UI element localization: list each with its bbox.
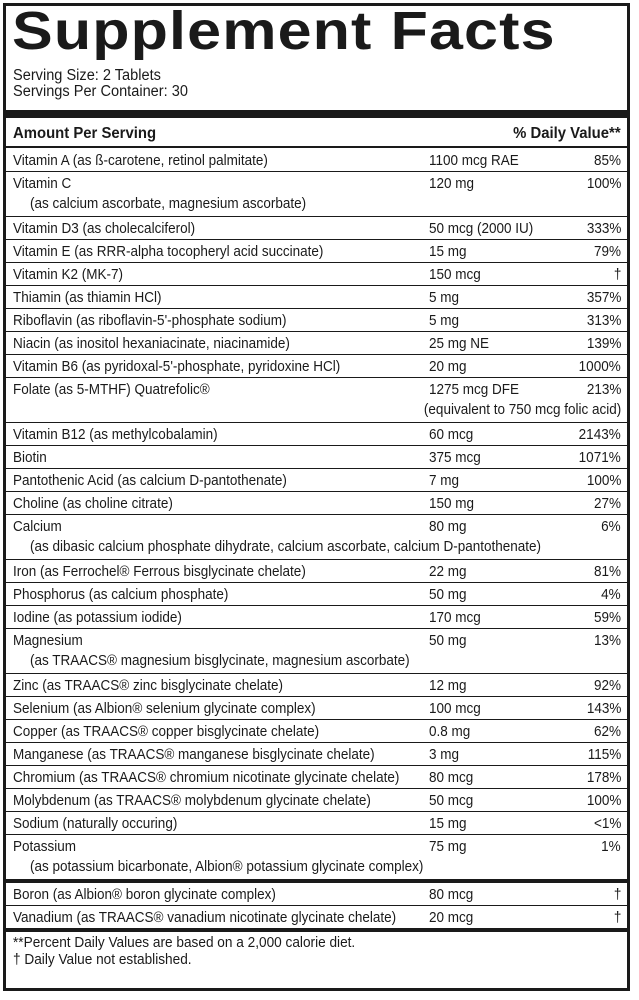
nutrient-amount: 3 mg — [429, 746, 460, 763]
nutrient-name: Chromium (as TRAACS® chromium nicotinate glycinate chelate) — [13, 769, 400, 786]
nutrient-name: Pantothenic Acid (as calcium D-pantothenate) — [13, 472, 287, 489]
nutrient-name: Vitamin K2 (MK-7) — [13, 266, 124, 283]
footer-divider — [6, 928, 627, 932]
nutrient-name: Biotin — [13, 449, 47, 466]
nutrient-name: Vitamin D3 (as cholecalciferol) — [13, 220, 196, 237]
nutrient-name: Iron (as Ferrochel® Ferrous bisglycinate chelate) — [13, 563, 306, 580]
nutrient-name: Vitamin A (as ß-carotene, retinol palmitate) — [13, 152, 268, 169]
table-row — [6, 217, 627, 240]
nutrient-daily-value: 143% — [586, 700, 621, 717]
nutrient-amount: 170 mcg — [429, 609, 481, 626]
nutrient-daily-value: 2143% — [578, 426, 621, 443]
nutrient-daily-value: 92% — [593, 677, 621, 694]
nutrient-name: Iodine (as potassium iodide) — [13, 609, 182, 626]
nutrient-amount: 150 mg — [429, 495, 475, 512]
table-row — [6, 172, 627, 217]
nutrient-amount: 0.8 mg — [429, 723, 471, 740]
nutrient-amount: 50 mg — [429, 632, 467, 649]
table-row — [6, 309, 627, 332]
nutrient-daily-value: 1000% — [578, 358, 621, 375]
nutrient-name: Vitamin B12 (as methylcobalamin) — [13, 426, 218, 443]
nutrient-amount: 375 mcg — [429, 449, 481, 466]
nutrient-daily-value: 178% — [586, 769, 621, 786]
nutrient-amount: 50 mcg — [429, 792, 474, 809]
thick-divider — [6, 110, 627, 118]
nutrient-name: Calcium — [13, 518, 62, 535]
nutrient-amount: 5 mg — [429, 312, 460, 329]
table-row — [6, 263, 627, 286]
nutrient-source: (as TRAACS® magnesium bisglycinate, magnesium ascorbate) — [30, 652, 410, 669]
nutrient-daily-value: 115% — [587, 746, 621, 763]
nutrient-source: (as calcium ascorbate, magnesium ascorbate) — [30, 195, 307, 212]
nutrient-daily-value: 1071% — [578, 449, 621, 466]
servings-per-container: Servings Per Container: 30 — [13, 83, 188, 100]
nutrient-amount: 80 mcg — [429, 886, 474, 903]
table-row — [6, 812, 627, 835]
nutrient-amount: 20 mg — [429, 358, 467, 375]
nutrient-amount: 15 mg — [429, 815, 467, 832]
nutrient-amount: 5 mg — [429, 289, 460, 306]
table-row — [6, 378, 627, 423]
nutrient-daily-value: 333% — [586, 220, 621, 237]
nutrient-daily-value: † — [613, 886, 621, 903]
table-row — [6, 766, 627, 789]
nutrient-amount: 7 mg — [429, 472, 460, 489]
nutrient-amount: 15 mg — [429, 243, 467, 260]
nutrient-name: Potassium — [13, 838, 77, 855]
nutrient-source: (as potassium bicarbonate, Albion® potassium glycinate complex) — [30, 858, 424, 875]
table-row — [6, 583, 627, 606]
nutrient-amount: 80 mg — [429, 518, 467, 535]
nutrient-name: Vitamin C — [13, 175, 72, 192]
nutrient-daily-value: 1% — [601, 838, 621, 855]
table-row — [6, 286, 627, 309]
column-header — [13, 123, 621, 143]
table-row — [6, 423, 627, 446]
header-divider — [6, 146, 627, 148]
nutrient-name: Niacin (as inositol hexaniacinate, niacinamide) — [13, 335, 290, 352]
nutrient-daily-value: 79% — [593, 243, 621, 260]
panel-title: Supplement Facts — [12, 1, 556, 61]
nutrient-amount: 60 mcg — [429, 426, 474, 443]
nutrient-name: Vitamin E (as RRR-alpha tocopheryl acid succinate) — [13, 243, 324, 260]
nutrient-name: Selenium (as Albion® selenium glycinate complex) — [13, 700, 316, 717]
nutrient-daily-value: 100% — [586, 472, 621, 489]
footnote-dagger: † Daily Value not established. — [13, 952, 192, 968]
table-row — [6, 606, 627, 629]
nutrient-name: Phosphorus (as calcium phosphate) — [13, 586, 229, 603]
table-row — [6, 515, 627, 560]
nutrient-daily-value: † — [613, 909, 621, 926]
nutrient-name: Thiamin (as thiamin HCl) — [13, 289, 162, 306]
nutrient-name: Molybdenum (as TRAACS® molybdenum glycinate chelate) — [13, 792, 371, 809]
table-row — [6, 560, 627, 583]
nutrient-amount: 100 mcg — [429, 700, 481, 717]
nutrient-amount: 1275 mcg DFE — [429, 381, 520, 398]
nutrient-table — [6, 149, 627, 880]
nutrient-amount: 22 mg — [429, 563, 467, 580]
daily-value-header: % Daily Value** — [513, 125, 621, 142]
table-row — [6, 469, 627, 492]
footnote-percent-dv: **Percent Daily Values are based on a 2,000 calorie diet. — [13, 935, 356, 951]
table-row — [6, 743, 627, 766]
table-row — [6, 835, 627, 880]
nutrient-note: (equivalent to 750 mcg folic acid) — [423, 401, 621, 418]
nutrient-daily-value: 81% — [593, 563, 621, 580]
nutrient-name: Sodium (naturally occuring) — [13, 815, 178, 832]
supplement-facts-panel — [3, 3, 630, 991]
nutrient-amount: 80 mcg — [429, 769, 474, 786]
nutrient-amount: 1100 mcg RAE — [429, 152, 519, 169]
nutrient-daily-value: 59% — [593, 609, 621, 626]
table-row — [6, 492, 627, 515]
nutrient-amount: 25 mg NE — [429, 335, 490, 352]
nutrient-daily-value: 100% — [586, 175, 621, 192]
nutrient-name: Boron (as Albion® boron glycinate complex) — [13, 886, 276, 903]
serving-size: Serving Size: 2 Tablets — [13, 67, 161, 84]
nutrient-name: Vanadium (as TRAACS® vanadium nicotinate glycinate chelate) — [13, 909, 397, 926]
nutrient-name: Choline (as choline citrate) — [13, 495, 173, 512]
nutrient-daily-value: 13% — [593, 632, 621, 649]
nutrient-name: Folate (as 5-MTHF) Quatrefolic® — [13, 381, 210, 398]
nutrient-daily-value: 4% — [601, 586, 621, 603]
nutrient-daily-value: † — [613, 266, 621, 283]
nutrient-name: Manganese (as TRAACS® manganese bisglycinate chelate) — [13, 746, 375, 763]
nutrient-daily-value: 139% — [586, 335, 621, 352]
table-row — [6, 149, 627, 172]
nutrient-daily-value: 6% — [601, 518, 621, 535]
nutrient-daily-value: 62% — [593, 723, 621, 740]
nutrient-daily-value: 85% — [593, 152, 621, 169]
table-row — [6, 720, 627, 743]
nutrient-name: Copper (as TRAACS® copper bisglycinate chelate) — [13, 723, 320, 740]
nutrient-amount: 50 mg — [429, 586, 467, 603]
nutrient-daily-value: 27% — [593, 495, 621, 512]
table-row — [6, 789, 627, 812]
amount-per-serving-header: Amount Per Serving — [13, 125, 157, 142]
nutrient-source: (as dibasic calcium phosphate dihydrate, calcium ascorbate, calcium D-pantothenate) — [30, 538, 542, 555]
other-nutrient-table — [6, 883, 627, 929]
table-row — [6, 697, 627, 720]
nutrient-daily-value: 313% — [586, 312, 621, 329]
nutrient-amount: 150 mcg — [429, 266, 481, 283]
table-row — [6, 355, 627, 378]
table-row — [6, 883, 627, 906]
nutrient-name: Magnesium — [13, 632, 83, 649]
table-row — [6, 446, 627, 469]
nutrient-amount: 120 mg — [429, 175, 475, 192]
nutrient-daily-value: 357% — [586, 289, 621, 306]
table-row — [6, 629, 627, 674]
nutrient-amount: 50 mcg (2000 IU) — [429, 220, 534, 237]
nutrient-name: Vitamin B6 (as pyridoxal-5'-phosphate, pyridoxine HCl) — [13, 358, 341, 375]
nutrient-amount: 12 mg — [429, 677, 467, 694]
table-row — [6, 674, 627, 697]
nutrient-amount: 20 mcg — [429, 909, 474, 926]
table-row — [6, 240, 627, 263]
nutrient-daily-value: <1% — [593, 815, 621, 832]
nutrient-amount: 75 mg — [429, 838, 467, 855]
table-row — [6, 906, 627, 929]
table-row — [6, 332, 627, 355]
nutrient-daily-value: 213% — [586, 381, 621, 398]
nutrient-name: Zinc (as TRAACS® zinc bisglycinate chelate) — [13, 677, 284, 694]
nutrient-name: Riboflavin (as riboflavin-5'-phosphate sodium) — [13, 312, 287, 329]
nutrient-daily-value: 100% — [586, 792, 621, 809]
